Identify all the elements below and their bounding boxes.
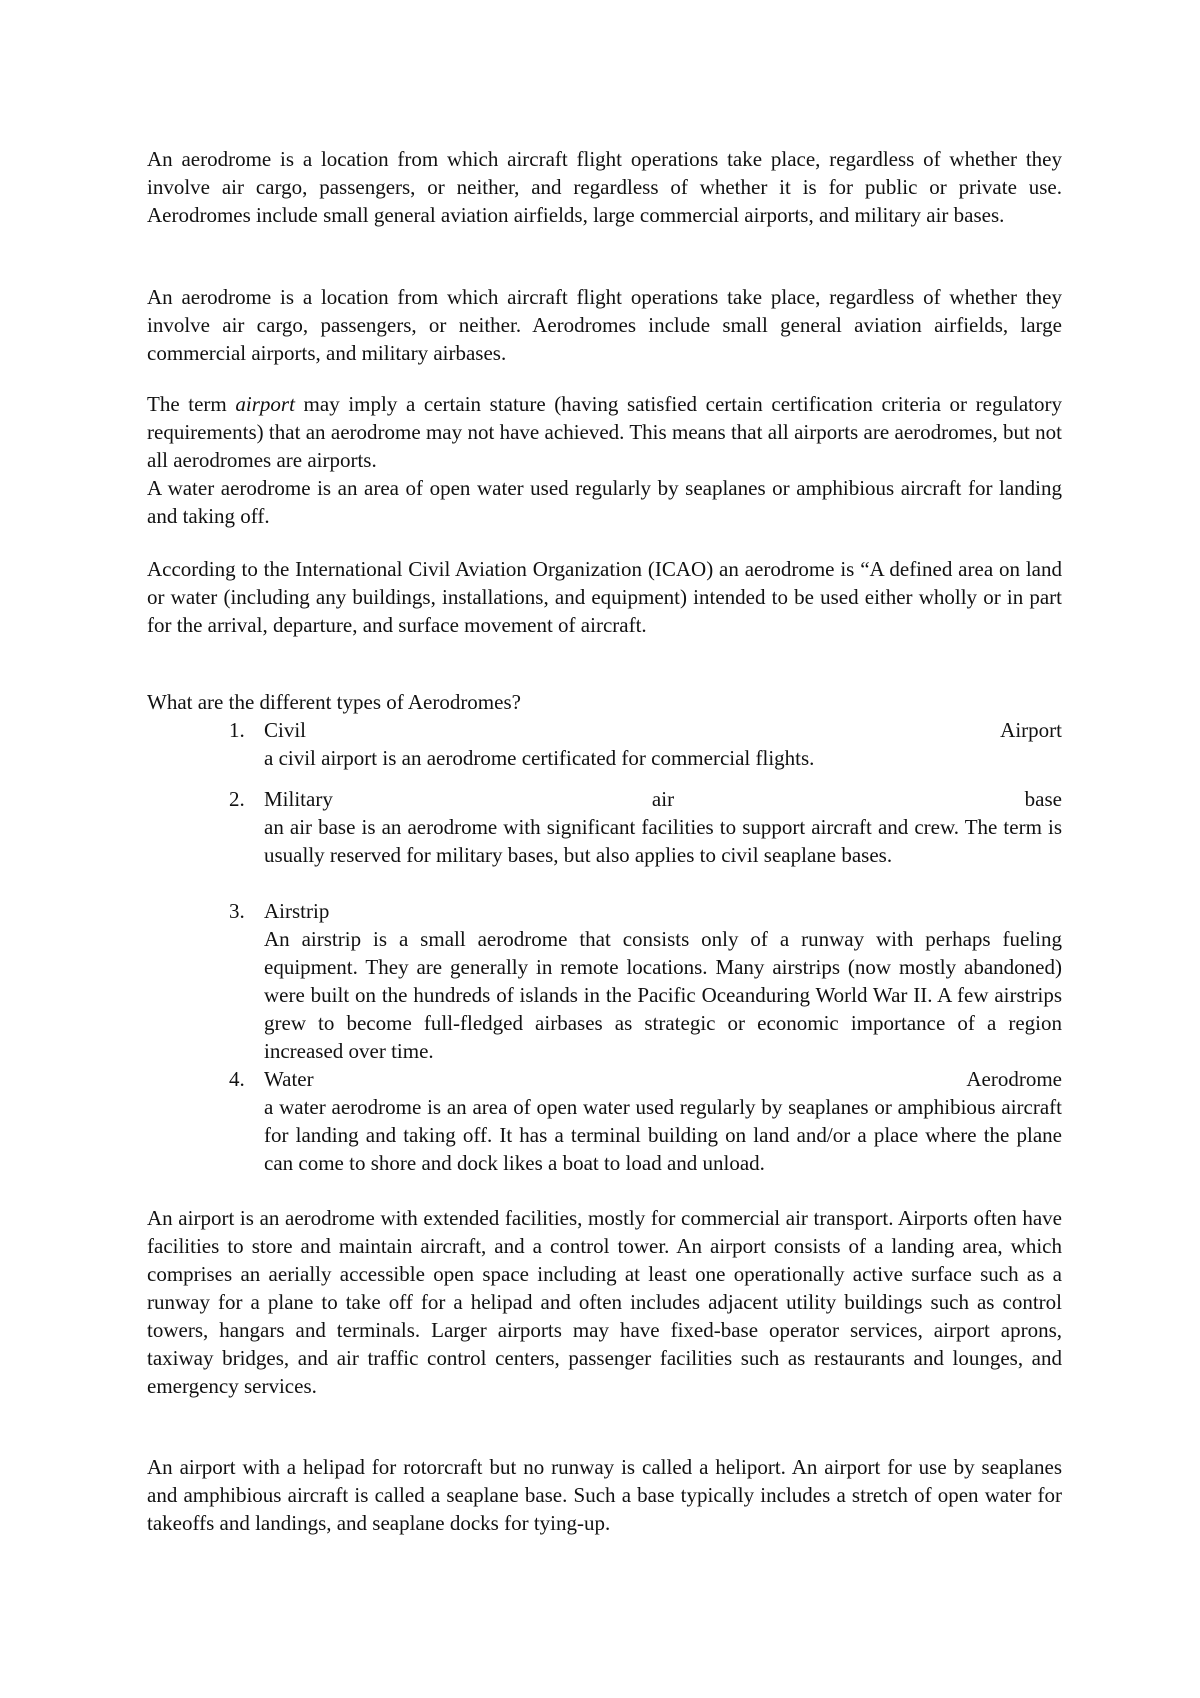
list-heading <box>264 897 1062 925</box>
list-description: an air base is an aerodrome with significant facilities to support aircraft and crew. The term is usually reserved for military bases, but also applies to civil seaplane bases. <box>264 815 1062 867</box>
list-description: An airstrip is a small aerodrome that consists only of a runway with perhaps fueling equipment. They are generally in remote locations. Many airstrips (now mostly abandoned) were built on the hundreds of islands in the Pacific Oceanduring World War II. A few airstrips grew to become full-fledged airbases as strategic or economic importance of a region increased over time. <box>264 927 1062 1063</box>
paragraph-icao-definition: According to the International Civil Aviation Organization (ICAO) an aerodrome is “A defined area on land or water (including any buildings, installations, and equipment) intended to be used either wholly or in part for the arrival, departure, and surface movement of aircraft. <box>147 557 1062 637</box>
list-number: 1. <box>229 718 245 742</box>
list-number: 2. <box>229 787 245 811</box>
list-heading-right: Airport <box>1000 718 1062 742</box>
paragraph-water-aerodrome: A water aerodrome is an area of open water used regularly by seaplanes or amphibious aircraft for landing and taking off. <box>147 476 1062 528</box>
list-heading <box>264 716 1062 744</box>
airport-term-prefix: The term <box>147 392 236 416</box>
list-description: a water aerodrome is an area of open water used regularly by seaplanes or amphibious aircraft for landing and taking off. It has a terminal building on land and/or a place where the plane can come to shore and dock likes a boat to load and unload. <box>264 1095 1062 1175</box>
list-heading-right: base <box>1024 787 1062 811</box>
paragraph-aerodrome-definition-repeat: An aerodrome is a location from which aircraft flight operations take place, regardless of whether they involve air cargo, passengers, or neither. Aerodromes include small general aviation airfields, large commercial airports, and military airbases. <box>147 285 1062 365</box>
airport-term-italic: airport <box>235 392 295 416</box>
airport-term-suffix: may imply a certain stature (having satisfied certain certification criteria or regulatory requirements) that an aerodrome may not have achieved. This means that all airports are aerodromes, but not all aerodromes are airports. <box>147 392 1062 472</box>
list-heading <box>264 785 1062 813</box>
list-description: a civil airport is an aerodrome certificated for commercial flights. <box>264 746 815 770</box>
list-heading-left: Military <box>264 787 333 811</box>
list-heading-left: Water <box>264 1067 314 1091</box>
list-heading-left: Civil <box>264 718 307 742</box>
list-number: 3. <box>229 899 245 923</box>
paragraph-aerodrome-definition: An aerodrome is a location from which aircraft flight operations take place, regardless of whether they involve air cargo, passengers, or neither, and regardless of whether it is for public or private use. Aerodromes include small general aviation airfields, large commercial airports, and military air bases. <box>147 147 1062 227</box>
paragraph-airport-facilities: An airport is an aerodrome with extended facilities, mostly for commercial air transport. Airports often have facilities to store and maintain aircraft, and a control tower. An airport consists of a landing area, which comprises an aerially accessible open space including at least one operationally active surface such as a runway for a plane to take off for a helipad and often includes adjacent utility buildings such as control towers, hangars and terminals. Larger airports may have fixed-base operator services, airport aprons, taxiway bridges, and air traffic control centers, passenger facilities such as restaurants and lounges, and emergency services. <box>147 1206 1062 1398</box>
list-number: 4. <box>229 1067 245 1091</box>
types-question: What are the different types of Aerodromes? <box>147 690 521 714</box>
list-heading-right: Aerodrome <box>966 1067 1062 1091</box>
paragraph-airport-term <box>147 390 1062 474</box>
list-heading-middle: air <box>651 787 675 811</box>
list-heading <box>264 1065 1062 1093</box>
list-heading-left: Airstrip <box>264 899 330 923</box>
paragraph-heliport-seaplane: An airport with a helipad for rotorcraft but no runway is called a heliport. An airport for use by seaplanes and amphibious aircraft is called a seaplane base. Such a base typically includes a stretch of open water for takeoffs and landings, and seaplane docks for tying-up. <box>147 1455 1062 1535</box>
